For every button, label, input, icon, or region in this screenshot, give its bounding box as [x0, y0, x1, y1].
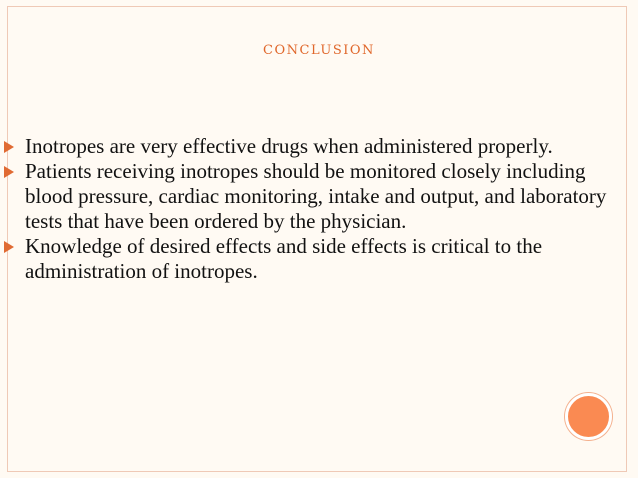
bullet-item [0, 234, 638, 284]
arrow-right-icon [4, 166, 14, 178]
bullet-item [0, 159, 638, 234]
arrow-right-icon [4, 241, 14, 253]
bullet-text: Patients receiving inotropes should be monitored closely including blood pressure, cardiac monitoring, intake and output, and laboratory tests that have been ordered by the physician. [25, 159, 607, 233]
slide-title: conclusion [263, 37, 375, 59]
bullet-text: Knowledge of desired effects and side effects is critical to the administration of inotropes. [25, 234, 543, 283]
bullet-text: Inotropes are very effective drugs when administered properly. [25, 134, 553, 158]
bullet-list [0, 134, 638, 284]
circle-icon [565, 393, 612, 440]
arrow-right-icon [4, 141, 14, 153]
bullet-item [0, 134, 638, 159]
